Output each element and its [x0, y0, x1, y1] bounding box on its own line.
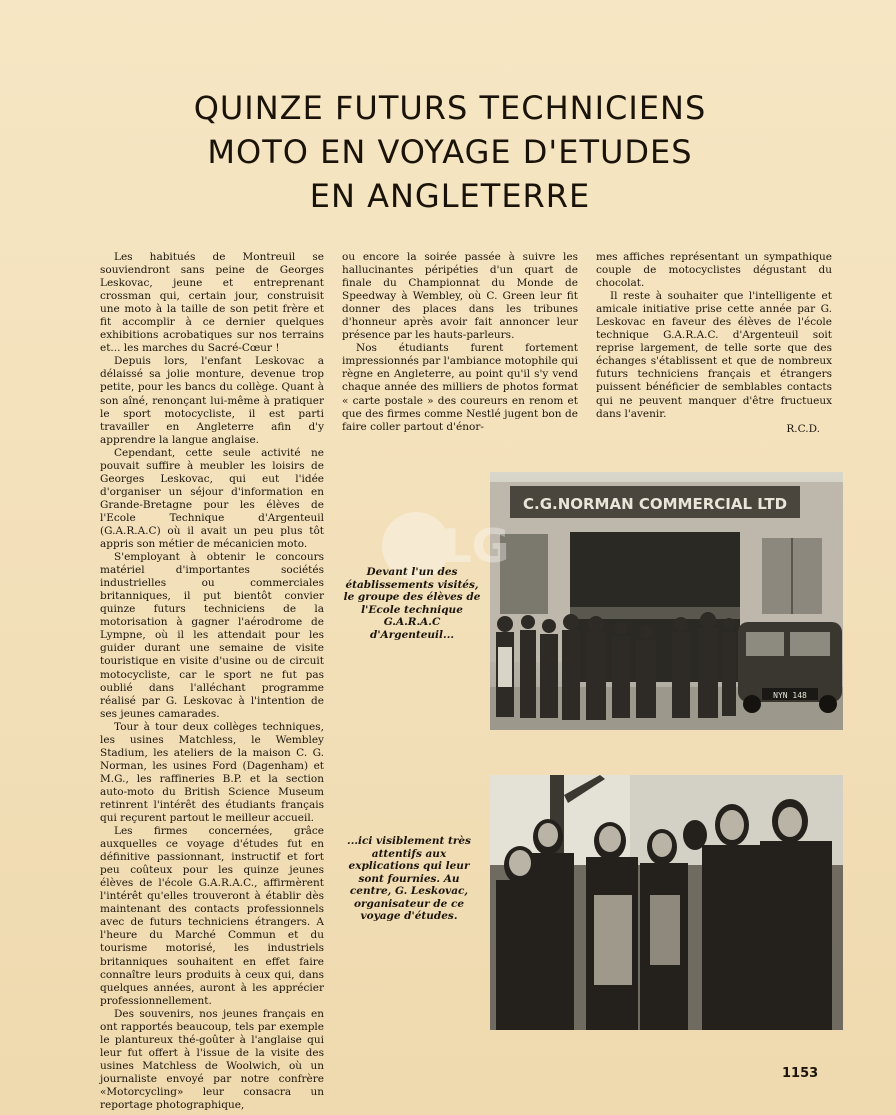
author-signature: R.C.D.: [786, 422, 820, 435]
paragraph: Les habitués de Montreuil se souviendront sans peine de Georges Leskovac, jeune et entreprenant crossman qui, certain jour, construisit une moto à la taille de son petit frère et fit accomplir à ce dernier quelques exhibitions acrobatiques sur nos terrains et... les marches du Sacré-Cœur !: [100, 251, 324, 355]
title-line-2: MOTO EN VOYAGE D'ETUDES: [207, 133, 693, 171]
photo-garage-group: [490, 472, 843, 730]
photo-students-illustration: [490, 775, 843, 1030]
photo-caption-1: Devant l'un des établissements visités, le groupe des élèves de l'Ecole technique G.A.R.A.C d'Argenteuil...: [343, 566, 481, 641]
text-column-1: [100, 251, 324, 1112]
van-plate-text: NYN 148: [773, 691, 807, 700]
photo-garage-illustration: [490, 472, 843, 730]
page-number: 1153: [782, 1066, 819, 1081]
paragraph: S'employant à obtenir le concours matériel d'importantes sociétés industrielles ou commerciales britanniques, il put bientôt convier quinze futurs techniciens de la motorisation à gagner l'aérodrome de Lympne, où il les attendait pour les guider durant une semaine de visite touristique en visite d'usine ou de circuit motocycliste, car le sport ne fut pas oublié dans l'alléchant programme réalisé par G. Leskovac à l'intention de ses jeunes camarades.: [100, 551, 324, 720]
paragraph: mes affiches représentant un sympathique couple de motocyclistes dégustant du chocolat.: [596, 251, 832, 290]
article-title: [100, 86, 800, 218]
title-line-3: EN ANGLETERRE: [309, 177, 591, 215]
watermark-text: LG: [442, 519, 510, 573]
paragraph: Des souvenirs, nos jeunes français en ont rapportés beaucoup, tels par exemple le plantureux thé-goûter à l'anglaise qui leur fut offert à l'issue de la visite des usines Matchless de Woolwich, où un journaliste envoyé par notre confrère «Motorcycling» leur consacra un reportage photographique,: [100, 1007, 324, 1112]
photo-students-listening: [490, 775, 843, 1030]
paragraph: Tour à tour deux collèges techniques, les usines Matchless, le Wembley Stadium, les ateliers de la maison C. G. Norman, les usines Ford (Dagenham) et M.G., les raffineries B.P. et la section auto-moto du British Science Museum retinrent l'intérêt des étudiants français qui reçurent partout le meilleur accueil.: [100, 720, 324, 825]
paragraph: Nos étudiants furent fortement impressionnés par l'ambiance motophile qui règne en Angleterre, au point qu'il s'y vend chaque année des milliers de photos format « carte postale » des coureurs en renom et que des firmes comme Nestlé jugent bon de faire coller partout d'énor-: [342, 342, 578, 433]
photo-caption-2: ...ici visiblement très attentifs aux explications qui leur sont fournies. Au centre, G. Leskovac, organisateur de ce voyage d'études.: [347, 835, 471, 922]
text-column-2: [342, 251, 578, 434]
paragraph: ou encore la soirée passée à suivre les hallucinantes péripéties d'un quart de finale du Championnat du Monde de Speedway à Wembley, où C. Green leur fit donner des places dans les tribunes d'honneur après avoir fait annoncer leur présence par les hauts-parleurs.: [342, 251, 578, 342]
title-line-1: QUINZE FUTURS TECHNICIENS: [193, 89, 707, 127]
paragraph: Il reste à souhaiter que l'intelligente et amicale initiative prise cette année par G. Leskovac en faveur des élèves de l'école technique G.A.R.A.C. d'Argenteuil soit reprise largement, de telle sorte que des échanges s'établissent et que de nombreux futurs techniciens français et étrangers puissent bénéficier de semblables contacts qui ne peuvent manquer d'être fructueux dans l'avenir.: [596, 290, 832, 420]
text-column-3: [596, 251, 832, 436]
paragraph: Cependant, cette seule activité ne pouvait suffire à meubler les loisirs de Georges Leskovac, qui eut l'idée d'organiser un séjour d'information en Grande-Bretagne pour les élèves de l'Ecole Technique d'Argenteuil (G.A.R.A.C) où il avait un peu plus tôt appris son métier de mécanicien moto.: [100, 446, 324, 551]
paragraph: Depuis lors, l'enfant Leskovac a délaissé sa jolie monture, devenue trop petite, pour les bancs du collège. Quant à son aîné, renonçant lui-même à pratiquer le sport motocycliste, il est parti travailler en Angleterre afin d'y apprendre la langue anglaise.: [100, 355, 324, 446]
paragraph: Les firmes concernées, grâce auxquelles ce voyage d'études fut en définitive passionnant, instructif et fort peu coûteux pour les quinze jeunes élèves de l'école G.A.R.A.C., affirmèrent l'intérêt qu'elles trouveront à établir dès maintenant des contacts professionnels avec de futurs techniciens étrangers. A l'heure du Marché Commun et du tourisme motorisé, les industriels britanniques souhaitent en effet faire connaître leurs produits à ceux qui, dans quelques années, auront à les apprécier professionnellement.: [100, 825, 324, 1007]
garage-sign-text: C.G.NORMAN COMMERCIAL LTD: [522, 495, 788, 513]
